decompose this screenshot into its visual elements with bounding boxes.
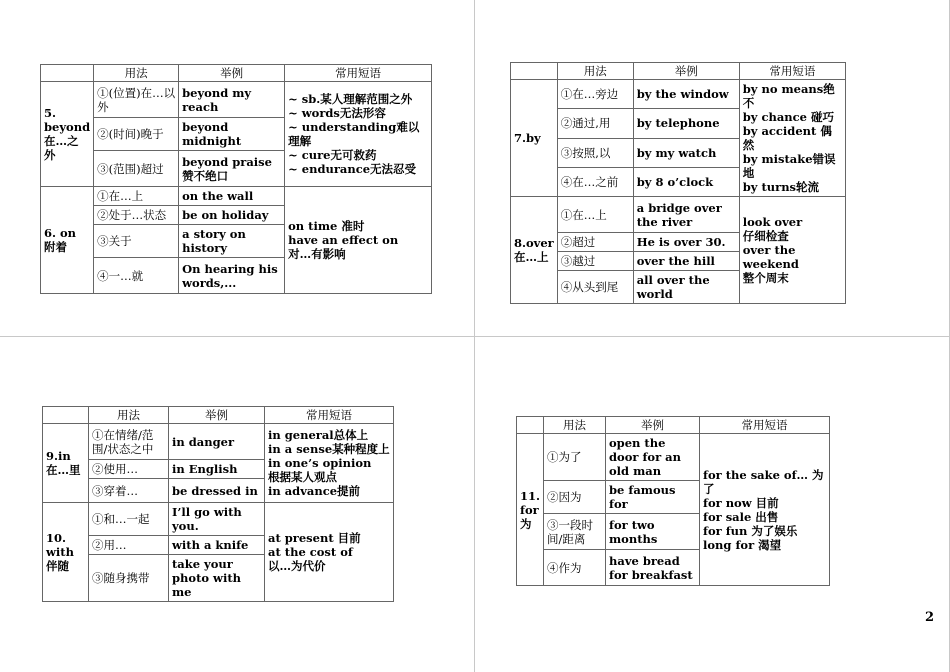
header-example: 举例 bbox=[169, 407, 265, 424]
header-usage: 用法 bbox=[544, 417, 606, 434]
phrases-by: by no means绝不 by chance 碰巧 by accident 偶然 by mistake错误地 by turns轮流 bbox=[739, 80, 845, 197]
table-header-row bbox=[511, 63, 846, 80]
topic-for: 11. for 为 bbox=[517, 434, 544, 586]
table-by-over bbox=[510, 62, 846, 304]
phrases-in: in general总体上 in a sense某种程度上 in one’s opinion 根据某人观点 in advance提前 bbox=[265, 424, 394, 503]
topic-beyond: 5. beyond 在…之 外 bbox=[41, 82, 94, 187]
table-header-row bbox=[43, 407, 394, 424]
topic-over: 8.over 在…上 bbox=[511, 197, 558, 304]
example-cell: have bread for breakfast bbox=[606, 550, 700, 586]
usage-cell: ③穿着… bbox=[89, 479, 169, 503]
table-header-row bbox=[517, 417, 830, 434]
header-blank bbox=[511, 63, 558, 80]
usage-cell: ③关于 bbox=[94, 225, 179, 258]
example-cell: open the door for an old man bbox=[606, 434, 700, 481]
usage-cell: ②处于…状态 bbox=[94, 206, 179, 225]
phrases-with: at present 目前 at the cost of 以…为代价 bbox=[265, 503, 394, 602]
usage-cell: ③(范围)超过 bbox=[94, 151, 179, 187]
header-phrases: 常用短语 bbox=[739, 63, 845, 80]
topic-in: 9.in 在…里 bbox=[43, 424, 89, 503]
example-cell: over the hill bbox=[633, 252, 739, 271]
table-for bbox=[516, 416, 830, 586]
usage-cell: ①在…旁边 bbox=[557, 80, 633, 109]
usage-cell: ①为了 bbox=[544, 434, 606, 481]
usage-cell: ②(时间)晚于 bbox=[94, 118, 179, 151]
usage-cell: ③越过 bbox=[557, 252, 633, 271]
usage-cell: ①在情绪/范围/状态之中 bbox=[89, 424, 169, 460]
header-phrases: 常用短语 bbox=[285, 65, 432, 82]
table-row bbox=[41, 187, 432, 206]
phrases-over: look over 仔细检查 over the weekend 整个周末 bbox=[739, 197, 845, 304]
usage-cell: ④从头到尾 bbox=[557, 271, 633, 304]
example-cell: He is over 30. bbox=[633, 233, 739, 252]
example-cell: by 8 o’clock bbox=[633, 167, 739, 196]
header-example: 举例 bbox=[179, 65, 285, 82]
table-row bbox=[517, 434, 830, 481]
usage-cell: ①和…一起 bbox=[89, 503, 169, 536]
usage-cell: ②通过,用 bbox=[557, 109, 633, 138]
usage-cell: ②因为 bbox=[544, 481, 606, 514]
header-blank bbox=[43, 407, 89, 424]
usage-cell: ②超过 bbox=[557, 233, 633, 252]
table-row bbox=[511, 80, 846, 109]
table-row bbox=[41, 82, 432, 118]
table-in-with bbox=[42, 406, 394, 602]
usage-cell: ④在…之前 bbox=[557, 167, 633, 196]
topic-with: 10. with 伴随 bbox=[43, 503, 89, 602]
page-number: 2 bbox=[924, 610, 934, 625]
phrases-for: for the sake of… 为了 for now 目前 for sale 出售 for fun 为了娱乐 long for 渴望 bbox=[700, 434, 830, 586]
example-cell: On hearing his words,... bbox=[179, 258, 285, 294]
phrases-beyond: ~ sb.某人理解范围之外 ~ words无法形容 ~ understanding难以理解 ~ cure无可救药 ~ endurance无法忍受 bbox=[285, 82, 432, 187]
table-row bbox=[43, 503, 394, 536]
usage-cell: ④一…就 bbox=[94, 258, 179, 294]
example-cell: with a knife bbox=[169, 536, 265, 555]
example-cell: in danger bbox=[169, 424, 265, 460]
example-cell: in English bbox=[169, 460, 265, 479]
usage-cell: ③一段时间/距离 bbox=[544, 514, 606, 550]
example-cell: take your photo with me bbox=[169, 555, 265, 602]
slide-divider-horizontal bbox=[0, 336, 950, 337]
header-blank bbox=[41, 65, 94, 82]
header-usage: 用法 bbox=[89, 407, 169, 424]
usage-cell: ④作为 bbox=[544, 550, 606, 586]
example-cell: beyond praise 赞不绝口 bbox=[179, 151, 285, 187]
header-blank bbox=[517, 417, 544, 434]
example-cell: by telephone bbox=[633, 109, 739, 138]
usage-cell: ②用… bbox=[89, 536, 169, 555]
phrases-on: on time 准时 have an effect on 对…有影响 bbox=[285, 187, 432, 294]
example-cell: I’ll go with you. bbox=[169, 503, 265, 536]
topic-on: 6. on 附着 bbox=[41, 187, 94, 294]
example-cell: by my watch bbox=[633, 138, 739, 167]
topic-by: 7.by bbox=[511, 80, 558, 197]
example-cell: a bridge over the river bbox=[633, 197, 739, 233]
usage-cell: ①在…上 bbox=[557, 197, 633, 233]
example-cell: beyond my reach bbox=[179, 82, 285, 118]
example-cell: all over the world bbox=[633, 271, 739, 304]
example-cell: on the wall bbox=[179, 187, 285, 206]
example-cell: by the window bbox=[633, 80, 739, 109]
header-example: 举例 bbox=[633, 63, 739, 80]
header-usage: 用法 bbox=[557, 63, 633, 80]
header-example: 举例 bbox=[606, 417, 700, 434]
example-cell: a story on history bbox=[179, 225, 285, 258]
header-usage: 用法 bbox=[94, 65, 179, 82]
example-cell: for two months bbox=[606, 514, 700, 550]
header-phrases: 常用短语 bbox=[700, 417, 830, 434]
example-cell: be on holiday bbox=[179, 206, 285, 225]
usage-cell: ①(位置)在…以外 bbox=[94, 82, 179, 118]
table-header-row bbox=[41, 65, 432, 82]
table-row bbox=[511, 197, 846, 233]
usage-cell: ①在…上 bbox=[94, 187, 179, 206]
table-row bbox=[43, 424, 394, 460]
example-cell: be famous for bbox=[606, 481, 700, 514]
usage-cell: ②使用… bbox=[89, 460, 169, 479]
usage-cell: ③按照,以 bbox=[557, 138, 633, 167]
header-phrases: 常用短语 bbox=[265, 407, 394, 424]
table-beyond-on bbox=[40, 64, 432, 294]
example-cell: beyond midnight bbox=[179, 118, 285, 151]
usage-cell: ③随身携带 bbox=[89, 555, 169, 602]
example-cell: be dressed in bbox=[169, 479, 265, 503]
